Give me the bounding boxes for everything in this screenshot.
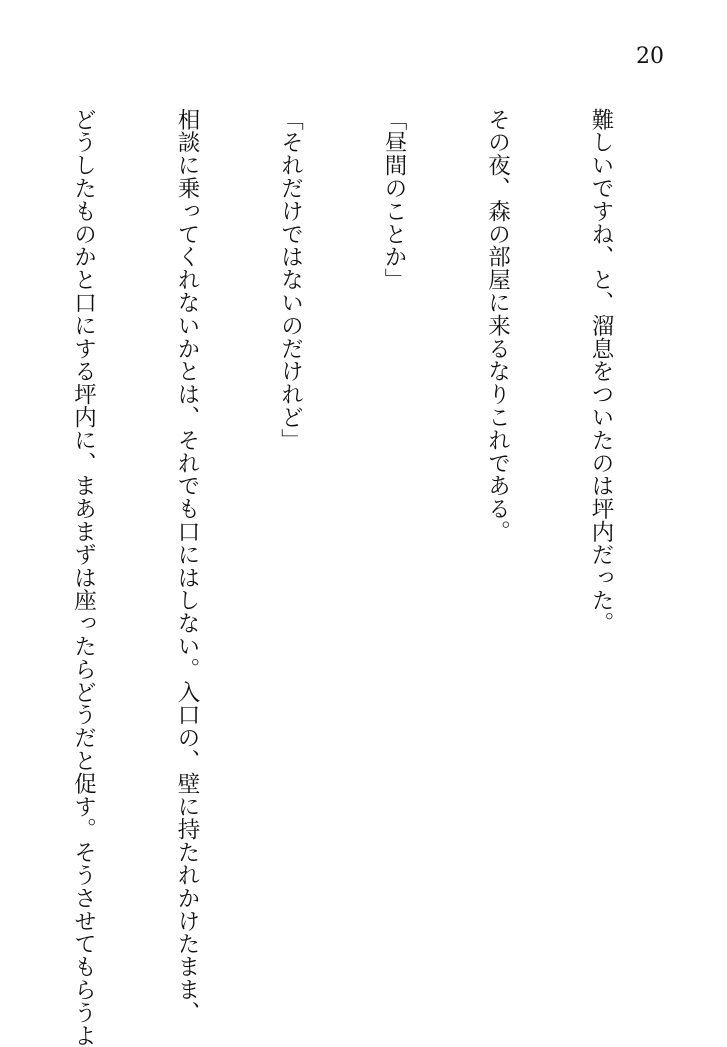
text-line: 難しいですね、と、溜息をついたのは坪内だった。 — [588, 108, 614, 635]
text-line: その夜、森の部屋に来るなりこれである。 — [484, 108, 511, 544]
page-number: 20 — [636, 44, 664, 69]
text-line: どうしたものかと口にする坪内に、まあまずは座ったらどうだと促す。そうさせてもらうよ — [70, 108, 97, 1047]
vertical-text-block — [70, 108, 687, 1047]
text-line: 「それだけではないのだけれど」 — [277, 108, 304, 452]
text-line: 相談に乗ってくれないかとは、それでも口にはしない。入口の、壁に持たれかけたまま、 — [174, 108, 200, 1024]
text-line: 「昼間のことか」 — [381, 108, 407, 292]
